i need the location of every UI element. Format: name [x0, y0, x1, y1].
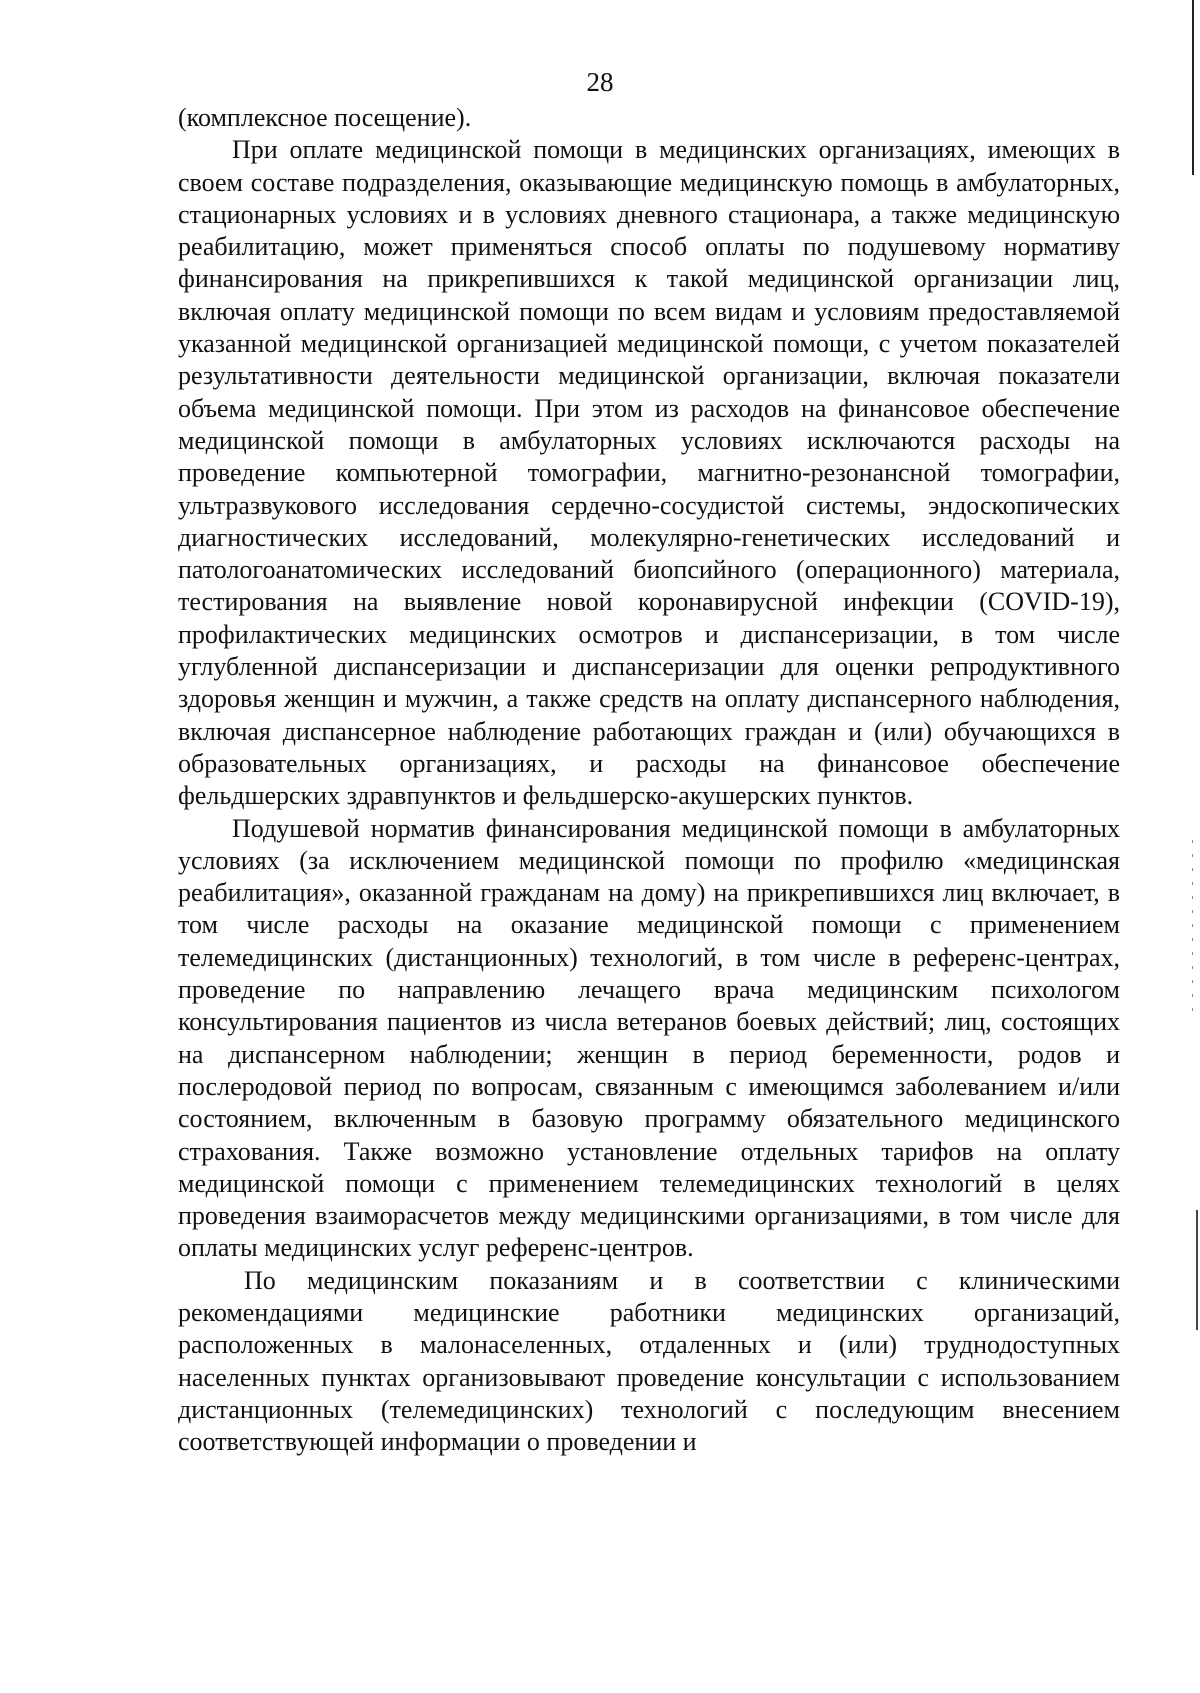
paragraph-telemedicine-consultations: По медицинским показаниям и в соответствии с клиническими рекомендациями медицинские работники медицинских организаций, расположенных в малонаселенных, отдаленных и (или) труднодоступных населенных пунктах организовывают проведение консультации с использованием дистанционных (телемедицинских) технологий с последующим внесением соответствующей информации о проведении и [178, 1265, 1120, 1457]
scan-edge-line-lower [1196, 1210, 1198, 1330]
document-body [178, 102, 1120, 1458]
paragraph-payment-methods: При оплате медицинской помощи в медицинских организациях, имеющих в своем составе подразделения, оказывающие медицинскую помощь в амбулаторных, стационарных условиях и в условиях дневного стационара, а также медицинскую реабилитацию, может применяться способ оплаты по подушевому нормативу финансирования на прикрепившихся к такой медицинской организации лиц, включая оплату медицинской помощи по всем видам и условиям предоставляемой указанной медицинской организацией медицинской помощи, с учетом показателей результативности деятельности медицинской организации, включая показатели объема медицинской помощи. При этом из расходов на финансовое обеспечение медицинской помощи в амбулаторных условиях исключаются расходы на проведение компьютерной томографии, магнитно-резонансной томографии, ультразвукового исследования сердечно-сосудистой системы, эндоскопических диагностических исследований, молекулярно-генетических исследований и патологоанатомических исследований биопсийного (операционного) материала, тестирования на выявление новой коронавирусной инфекции (COVID-19), профилактических медицинских осмотров и диспансеризации, в том числе углубленной диспансеризации и диспансеризации для оценки репродуктивного здоровья женщин и мужчин, а также средств на оплату диспансерного наблюдения, включая диспансерное наблюдение работающих граждан и (или) обучающихся в образовательных организациях, и расходы на финансовое обеспечение фельдшерских здравпунктов и фельдшерско-акушерских пунктов. [178, 135, 1120, 811]
paragraph-per-capita-standard: Подушевой норматив финансирования медицинской помощи в амбулаторных условиях (за исключением медицинской помощи по профилю «медицинская реабилитация», оказанной гражданам на дому) на прикрепившихся лиц включает, в том числе расходы на оказание медицинской помощи с применением телемедицинских (дистанционных) технологий, в том числе в референс-центрах, проведение по направлению лечащего врача медицинским психологом консультирования пациентов из числа ветеранов боевых действий; лиц, состоящих на диспансерном наблюдении; женщин в период беременности, родов и послеродовой период по вопросам, связанным с имеющимся заболеванием и/или состоянием, включенным в базовую программу обязательного медицинского страхования. Также возможно установление отдельных тарифов на оплату медицинской помощи с применением телемедицинских технологий в целях проведения взаиморасчетов между медицинскими организациями, в том числе для оплаты медицинских услуг референс-центров. [178, 813, 1120, 1263]
page-number: 28 [586, 67, 614, 97]
paragraph-continuation: (комплексное посещение). [178, 103, 472, 132]
scan-noise [1192, 840, 1193, 1020]
scan-edge-line [1192, 0, 1194, 175]
